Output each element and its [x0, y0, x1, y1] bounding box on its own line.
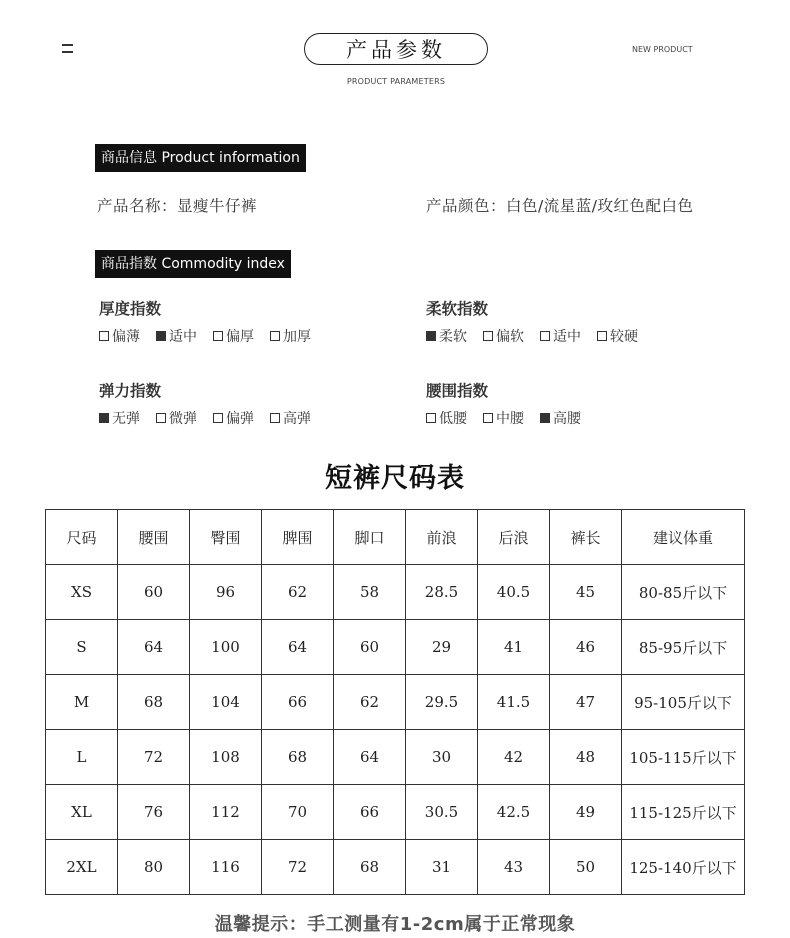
table-cell: 104	[190, 675, 262, 730]
index-option[interactable]	[597, 326, 638, 346]
table-cell: 47	[550, 675, 622, 730]
checkbox-empty-icon[interactable]	[156, 413, 166, 423]
table-cell: 112	[190, 785, 262, 840]
table-cell: 2XL	[46, 840, 118, 895]
index-option[interactable]	[99, 408, 140, 428]
checkbox-empty-icon[interactable]	[270, 413, 280, 423]
checkbox-empty-icon[interactable]	[426, 413, 436, 423]
table-cell: 96	[190, 565, 262, 620]
new-product-tag: NEW PRODUCT	[632, 45, 693, 54]
index-option[interactable]	[213, 326, 254, 346]
table-header-cell: 后浪	[478, 510, 550, 565]
index-option-label: 适中	[169, 329, 197, 345]
index-option[interactable]	[156, 408, 197, 428]
table-row	[46, 675, 745, 730]
table-header-cell: 裤长	[550, 510, 622, 565]
checkbox-empty-icon[interactable]	[213, 331, 223, 341]
table-cell: 68	[334, 840, 406, 895]
checkbox-checked-icon[interactable]	[156, 331, 166, 341]
index-option-label: 无弹	[112, 411, 140, 427]
table-cell: 40.5	[478, 565, 550, 620]
table-cell: 31	[406, 840, 478, 895]
table-header-row	[46, 510, 745, 565]
checkbox-empty-icon[interactable]	[99, 331, 109, 341]
index-option-label: 加厚	[283, 329, 311, 345]
product-color: 产品颜色：白色/流星蓝/玫红色配白色	[426, 197, 694, 215]
table-cell: 116	[190, 840, 262, 895]
index-group-title: 弹力指数	[99, 382, 162, 400]
page-title: 产品参数	[304, 33, 488, 65]
table-cell: 62	[262, 565, 334, 620]
table-cell: 45	[550, 565, 622, 620]
checkbox-checked-icon[interactable]	[540, 413, 550, 423]
index-option-label: 适中	[553, 329, 581, 345]
table-cell: 30	[406, 730, 478, 785]
table-cell: 66	[334, 785, 406, 840]
index-option-label: 偏薄	[112, 329, 140, 345]
table-row	[46, 730, 745, 785]
table-cell: 64	[118, 620, 190, 675]
table-header-cell: 脚口	[334, 510, 406, 565]
table-cell: 60	[118, 565, 190, 620]
table-cell: 28.5	[406, 565, 478, 620]
index-option[interactable]	[156, 326, 197, 346]
index-option-label: 较硬	[610, 329, 638, 345]
table-cell: S	[46, 620, 118, 675]
table-cell: 50	[550, 840, 622, 895]
table-cell: M	[46, 675, 118, 730]
checkbox-checked-icon[interactable]	[426, 331, 436, 341]
index-group-title: 柔软指数	[426, 300, 489, 318]
table-cell: 80-85斤以下	[622, 565, 745, 620]
index-option[interactable]	[426, 326, 467, 346]
index-option[interactable]	[213, 408, 254, 428]
table-cell: 105-115斤以下	[622, 730, 745, 785]
index-option[interactable]	[270, 326, 311, 346]
index-option[interactable]	[99, 326, 140, 346]
checkbox-empty-icon[interactable]	[483, 413, 493, 423]
product-name: 产品名称：显瘦牛仔裤	[97, 197, 258, 215]
table-cell: XS	[46, 565, 118, 620]
index-option[interactable]	[270, 408, 311, 428]
table-cell: 29.5	[406, 675, 478, 730]
table-cell: 30.5	[406, 785, 478, 840]
checkbox-empty-icon[interactable]	[213, 413, 223, 423]
table-cell: 80	[118, 840, 190, 895]
index-option-label: 微弹	[169, 411, 197, 427]
table-cell: 60	[334, 620, 406, 675]
index-group-title: 腰围指数	[426, 382, 489, 400]
table-cell: 72	[118, 730, 190, 785]
size-table	[45, 509, 745, 895]
checkbox-empty-icon[interactable]	[270, 331, 280, 341]
measurement-note: 温馨提示：手工测量有1-2cm属于正常现象	[214, 914, 576, 935]
index-option-label: 柔软	[439, 329, 467, 345]
table-row	[46, 620, 745, 675]
table-cell: 95-105斤以下	[622, 675, 745, 730]
product-info-label: 商品信息 Product information	[95, 144, 306, 172]
table-cell: L	[46, 730, 118, 785]
table-cell: 85-95斤以下	[622, 620, 745, 675]
table-cell: 100	[190, 620, 262, 675]
checkbox-empty-icon[interactable]	[540, 331, 550, 341]
index-option-row	[99, 326, 327, 346]
page-subtitle: PRODUCT PARAMETERS	[346, 77, 446, 86]
index-group-title: 厚度指数	[99, 300, 162, 318]
table-cell: 68	[262, 730, 334, 785]
table-cell: 68	[118, 675, 190, 730]
index-option[interactable]	[483, 326, 524, 346]
table-cell: 108	[190, 730, 262, 785]
table-cell: 42.5	[478, 785, 550, 840]
table-header-cell: 前浪	[406, 510, 478, 565]
table-row	[46, 565, 745, 620]
table-cell: 64	[334, 730, 406, 785]
index-option[interactable]	[540, 326, 581, 346]
table-header-cell: 尺码	[46, 510, 118, 565]
index-option-label: 低腰	[439, 411, 467, 427]
index-option-label: 高弹	[283, 411, 311, 427]
table-cell: 66	[262, 675, 334, 730]
table-cell: 62	[334, 675, 406, 730]
table-row	[46, 785, 745, 840]
menu-icon[interactable]	[62, 44, 73, 53]
table-cell: 41.5	[478, 675, 550, 730]
index-option[interactable]	[483, 408, 524, 428]
table-header-cell: 建议体重	[622, 510, 745, 565]
index-option-row	[426, 326, 654, 346]
table-cell: XL	[46, 785, 118, 840]
index-option-label: 偏软	[496, 329, 524, 345]
table-cell: 29	[406, 620, 478, 675]
table-header-cell: 腰围	[118, 510, 190, 565]
table-cell: 42	[478, 730, 550, 785]
table-cell: 43	[478, 840, 550, 895]
index-option-label: 高腰	[553, 411, 581, 427]
checkbox-empty-icon[interactable]	[597, 331, 607, 341]
table-cell: 72	[262, 840, 334, 895]
table-cell: 115-125斤以下	[622, 785, 745, 840]
table-cell: 76	[118, 785, 190, 840]
table-header-cell: 臀围	[190, 510, 262, 565]
table-cell: 49	[550, 785, 622, 840]
index-option-label: 中腰	[496, 411, 524, 427]
table-cell: 70	[262, 785, 334, 840]
table-cell: 41	[478, 620, 550, 675]
table-header-cell: 脾围	[262, 510, 334, 565]
index-option-row	[99, 408, 327, 428]
size-table-title: 短裤尺码表	[325, 463, 465, 494]
index-option[interactable]	[426, 408, 467, 428]
index-option[interactable]	[540, 408, 581, 428]
index-option-label: 偏厚	[226, 329, 254, 345]
table-cell: 125-140斤以下	[622, 840, 745, 895]
table-cell: 58	[334, 565, 406, 620]
checkbox-checked-icon[interactable]	[99, 413, 109, 423]
commodity-index-label: 商品指数 Commodity index	[95, 250, 291, 278]
table-cell: 64	[262, 620, 334, 675]
index-option-row	[426, 408, 597, 428]
checkbox-empty-icon[interactable]	[483, 331, 493, 341]
table-row	[46, 840, 745, 895]
table-cell: 46	[550, 620, 622, 675]
index-option-label: 偏弹	[226, 411, 254, 427]
table-cell: 48	[550, 730, 622, 785]
